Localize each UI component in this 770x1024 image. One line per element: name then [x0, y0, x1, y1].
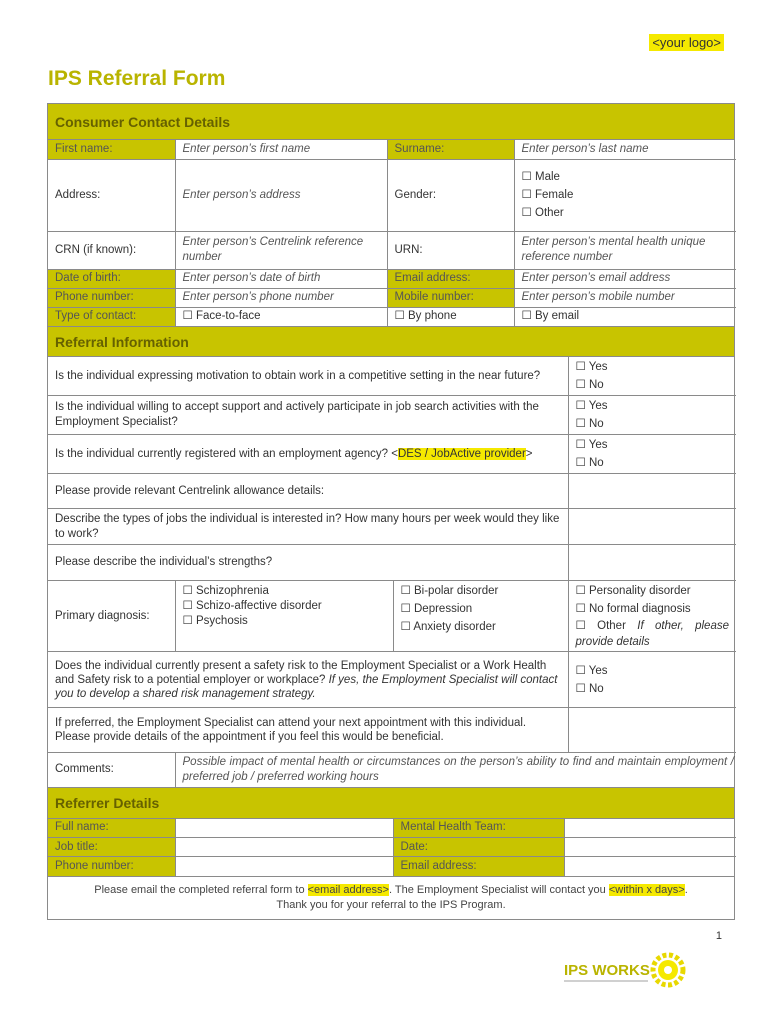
address-label: Address: [48, 159, 175, 231]
brand-tagline-bar [564, 980, 648, 982]
email-address-placeholder: <email address> [307, 883, 389, 896]
diagnosis-col-3 [568, 581, 736, 652]
phone-label: Phone number: [48, 288, 175, 307]
gender-male-checkbox[interactable]: ☐ Male [521, 171, 560, 183]
gender-options [514, 159, 736, 231]
registered-question-text: Is the individual currently registered with an employment agency? < [55, 447, 398, 460]
page-title: IPS Referral Form [48, 67, 226, 90]
comments-field[interactable]: Possible impact of mental health or circumstances on the person’s ability to find and maintain employment / preferred job / preferred working hours [175, 753, 736, 787]
diag-other-note: If other, please provide details [575, 620, 729, 648]
section-referral-heading: Referral Information [48, 326, 734, 357]
brand-text: IPS WORKS [564, 962, 650, 979]
risk-question [48, 652, 568, 708]
instructions-text-b: . The Employment Specialist will contact you [388, 883, 609, 896]
gender-female-checkbox[interactable]: ☐ Female [521, 189, 574, 201]
referrer-job-title-field[interactable] [175, 838, 393, 857]
referrer-date-label: Date: [393, 838, 564, 857]
phone-field[interactable]: Enter person’s phone number [175, 288, 387, 307]
diagnosis-col-1 [175, 581, 393, 652]
diag-anxiety-checkbox[interactable]: ☐ Anxiety disorder [400, 621, 496, 633]
motivation-question: Is the individual expressing motivation to obtain work in a competitive setting in the near future? [48, 357, 568, 396]
referrer-email-label: Email address: [393, 857, 564, 876]
email-field[interactable]: Enter person’s email address [514, 269, 736, 288]
registered-question [48, 435, 568, 474]
motivation-no-checkbox[interactable]: ☐ No [575, 379, 604, 391]
diagnosis-col-2 [393, 581, 568, 652]
submission-instructions [48, 876, 734, 919]
registered-question-highlight: DES / JobActive provider [397, 447, 526, 460]
crn-field[interactable]: Enter person’s Centrelink reference number [175, 231, 387, 269]
urn-field[interactable]: Enter person’s mental health unique reference number [514, 231, 736, 269]
registered-question-end: > [525, 447, 533, 460]
logo-placeholder: <your logo> [649, 34, 724, 51]
diag-schizo-affective-checkbox[interactable]: ☐ Schizo-affective disorder [182, 600, 322, 612]
risk-question-text: Does the individual currently present a safety risk to the Employment Specialist or a Work Health and Safety risk to a potential employer or workplace? [55, 659, 547, 686]
instructions-text-c: . [684, 883, 688, 896]
referrer-table [48, 819, 736, 876]
referrer-mh-team-field[interactable] [564, 819, 736, 838]
motivation-options [568, 357, 736, 396]
contact-phone-checkbox[interactable]: ☐ By phone [387, 307, 514, 326]
willing-options [568, 396, 736, 435]
willing-question: Is the individual willing to accept support and actively participate in job search activities with the Employment Specialist? [48, 396, 568, 435]
appointment-question: If preferred, the Employment Specialist can attend your next appointment with this individual. Please provide details of the appointment if you feel this would be beneficial. [48, 708, 568, 753]
risk-options [568, 652, 736, 708]
jobs-question: Describe the types of jobs the individual is interested in? How many hours per week would they like to work? [48, 509, 568, 545]
page-number: 1 [715, 930, 722, 942]
diagnosis-label: Primary diagnosis: [48, 581, 175, 652]
risk-no-checkbox[interactable]: ☐ No [575, 682, 604, 695]
motivation-yes-checkbox[interactable]: ☐ Yes [575, 361, 608, 373]
comments-label: Comments: [48, 753, 175, 787]
gender-label: Gender: [387, 159, 514, 231]
referrer-phone-label: Phone number: [48, 857, 175, 876]
instructions-text-a: Please email the completed referral form to [94, 883, 308, 896]
risk-question-note: If yes, the Employment Specialist will contact you to develop a shared risk management strategy. [55, 673, 558, 700]
referrer-full-name-label: Full name: [48, 819, 175, 838]
ips-works-logo [562, 946, 692, 992]
referrer-mh-team-label: Mental Health Team: [393, 819, 564, 838]
strengths-answer-field[interactable] [568, 545, 736, 581]
surname-label: Surname: [387, 140, 514, 159]
registered-options [568, 435, 736, 474]
diag-psychosis-checkbox[interactable]: ☐ Psychosis [182, 615, 248, 627]
address-field[interactable]: Enter person’s address [175, 159, 387, 231]
instructions-line-1 [56, 883, 726, 898]
first-name-field[interactable]: Enter person’s first name [175, 140, 387, 159]
strengths-question: Please describe the individual’s strengths? [48, 545, 568, 581]
contact-email-checkbox[interactable]: ☐ By email [514, 307, 736, 326]
risk-yes-checkbox[interactable]: ☐ Yes [575, 664, 608, 677]
allowance-answer-field[interactable] [568, 474, 736, 509]
allowance-question: Please provide relevant Centrelink allowance details: [48, 474, 568, 509]
referrer-phone-field[interactable] [175, 857, 393, 876]
referrer-date-field[interactable] [564, 838, 736, 857]
mobile-label: Mobile number: [387, 288, 514, 307]
referral-table [48, 357, 736, 787]
urn-label: URN: [387, 231, 514, 269]
referrer-job-title-label: Job title: [48, 838, 175, 857]
dob-field[interactable]: Enter person’s date of birth [175, 269, 387, 288]
willing-no-checkbox[interactable]: ☐ No [575, 418, 604, 430]
diag-no-formal-checkbox[interactable]: ☐ No formal diagnosis [575, 603, 691, 615]
instructions-line-2: Thank you for your referral to the IPS Program. [276, 898, 506, 911]
gear-icon [653, 955, 683, 985]
dob-label: Date of birth: [48, 269, 175, 288]
referrer-full-name-field[interactable] [175, 819, 393, 838]
email-label: Email address: [387, 269, 514, 288]
section-referrer-heading: Referrer Details [48, 787, 734, 819]
willing-yes-checkbox[interactable]: ☐ Yes [575, 400, 608, 412]
gender-other-checkbox[interactable]: ☐ Other [521, 207, 564, 219]
registered-no-checkbox[interactable]: ☐ No [575, 457, 604, 469]
jobs-answer-field[interactable] [568, 509, 736, 545]
contact-type-label: Type of contact: [48, 307, 175, 326]
registered-yes-checkbox[interactable]: ☐ Yes [575, 439, 608, 451]
diag-schizophrenia-checkbox[interactable]: ☐ Schizophrenia [182, 585, 269, 597]
crn-label: CRN (if known): [48, 231, 175, 269]
diag-other-checkbox[interactable] [576, 618, 730, 650]
first-name-label: First name: [48, 140, 175, 159]
diag-other-label: ☐ Other [575, 620, 626, 632]
referral-form [47, 103, 735, 920]
surname-field[interactable]: Enter person’s last name [514, 140, 736, 159]
referrer-email-field[interactable] [564, 857, 736, 876]
diag-bipolar-checkbox[interactable]: ☐ Bi-polar disorder [400, 585, 499, 597]
diag-depression-checkbox[interactable]: ☐ Depression [400, 603, 473, 615]
section-consumer-heading: Consumer Contact Details [48, 104, 734, 140]
diag-personality-checkbox[interactable]: ☐ Personality disorder [575, 585, 691, 597]
appointment-answer-field[interactable] [568, 708, 736, 753]
contact-face-to-face-checkbox[interactable]: ☐ Face-to-face [175, 307, 387, 326]
timeframe-placeholder: <within x days> [608, 883, 685, 896]
consumer-table [48, 140, 736, 326]
mobile-field[interactable]: Enter person’s mobile number [514, 288, 736, 307]
